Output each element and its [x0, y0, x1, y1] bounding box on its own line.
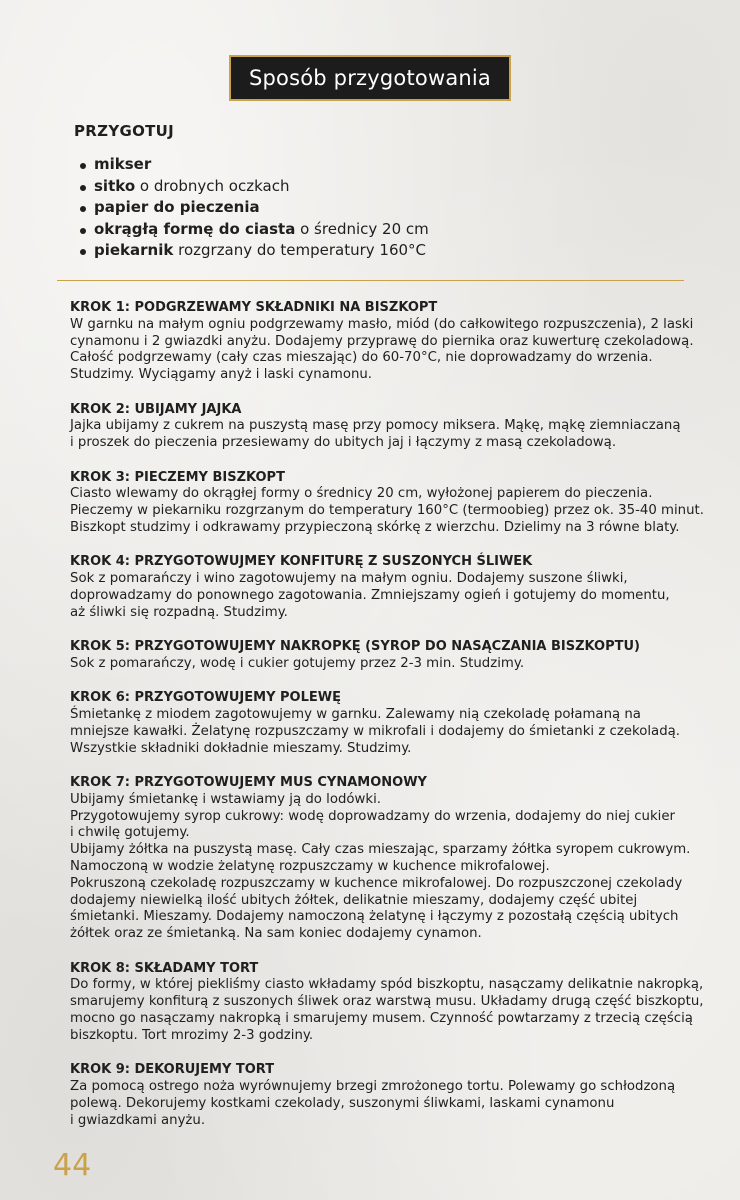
step-text-line: Ubijamy śmietankę i wstawiamy ją do lodówki.	[70, 791, 382, 807]
step-8	[70, 961, 710, 1045]
step-text-line: Jajka ubijamy z cukrem na puszystą masę przy pomocy miksera. Mąkę, mąkę ziemniaczaną	[70, 418, 681, 434]
step-3	[70, 470, 710, 537]
prepare-list	[78, 154, 429, 262]
step-9	[70, 1062, 710, 1129]
step-5	[70, 639, 710, 673]
prepare-item	[78, 240, 429, 262]
step-text-line: aż śliwki się rozpadną. Studzimy.	[70, 604, 288, 620]
step-title: KROK 6: PRZYGOTOWUJEMY POLEWĘ	[70, 690, 341, 706]
step-title: KROK 1: PODGRZEWAMY SKŁADNIKI NA BISZKOPT	[70, 300, 438, 315]
step-text-line: Ciasto wlewamy do okrągłej formy o średnicy 20 cm, wyłożonej papierem do pieczenia.	[70, 486, 653, 502]
step-text-line: doprowadzamy do ponownego zagotowania. Zmniejszamy ogień i gotujemy do momentu,	[70, 587, 670, 603]
step-text-line: Sok z pomarańczy, wodę i cukier gotujemy przez 2-3 min. Studzimy.	[70, 655, 525, 671]
step-text-line: Namoczoną w wodzie żelatynę rozpuszczamy w kuchence mikrofalowej.	[70, 859, 550, 875]
step-title: KROK 7: PRZYGOTOWUJEMY MUS CYNAMONOWY	[70, 775, 427, 791]
step-text-line: cynamonu i 2 gwiazdki anyżu. Dodajemy przyprawę do piernika oraz kuwerturę czekoladową.	[70, 333, 694, 349]
step-text-line: Pokruszoną czekoladę rozpuszczamy w kuchence mikrofalowej. Do rozpuszczonej czekolady	[70, 875, 683, 891]
divider-line	[57, 280, 684, 281]
step-2	[70, 402, 710, 452]
prepare-item-detail: rozgrzany do temperatury 160°C	[173, 241, 427, 260]
step-1	[70, 300, 710, 384]
step-text-line: polewą. Dekorujemy kostkami czekolady, suszonymi śliwkami, laskami cynamonu	[70, 1095, 615, 1111]
prepare-item	[78, 176, 429, 198]
step-title: KROK 9: DEKORUJEMY TORT	[70, 1062, 275, 1078]
prepare-item-detail: o drobnych oczkach	[135, 176, 290, 195]
prepare-item-name: sitko	[94, 176, 136, 195]
prepare-item-detail: o średnicy 20 cm	[295, 219, 429, 238]
step-text-line: Studzimy. Wyciągamy anyż i laski cynamonu.	[70, 367, 373, 383]
step-text-line: i proszek do pieczenia przesiewamy do ubitych jaj i łączymy z masą czekoladową.	[70, 435, 617, 451]
step-title: KROK 2: UBIJAMY JAJKA	[70, 401, 242, 417]
step-text-line: śmietanki. Mieszamy. Dodajemy namoczoną żelatynę i łączymy z pozostałą częścią ubitych	[70, 909, 679, 925]
step-6	[70, 690, 710, 757]
step-text-line: żółtek oraz ze śmietanką. Na sam koniec dodajemy cynamon.	[70, 926, 482, 942]
step-text-line: Za pomocą ostrego noża wyrównujemy brzegi zmrożonego tortu. Polewamy go schłodzoną	[70, 1079, 676, 1095]
prepare-item	[78, 219, 429, 241]
section-title-box	[229, 55, 511, 101]
step-text-line: Całość podgrzewamy (cały czas mieszając) do 60-70°C, nie doprowadzamy do wrzenia.	[70, 350, 653, 366]
steps-list	[70, 300, 710, 1147]
step-text-line: W garnku na małym ogniu podgrzewamy masło, miód (do całkowitego rozpuszczenia), 2 laski	[70, 316, 694, 332]
prepare-item-name: okrągłą formę do ciasta	[94, 219, 296, 238]
step-title: KROK 5: PRZYGOTOWUJEMY NAKROPKĘ (SYROP DO NASĄCZANIA BISZKOPTU)	[70, 639, 640, 655]
prepare-item-name: piekarnik	[94, 241, 174, 260]
step-text-line: Śmietankę z miodem zagotowujemy w garnku. Zalewamy nią czekoladę połamaną na	[70, 707, 641, 723]
prepare-item-name: mikser	[94, 155, 152, 173]
prepare-item-name: papier do pieczenia	[94, 198, 260, 217]
step-text-line: Wszystkie składniki dokładnie mieszamy. Studzimy.	[70, 740, 412, 756]
prepare-item	[78, 197, 429, 219]
step-text-line: Pieczemy w piekarniku rozgrzanym do temperatury 160°C (termoobieg) przez ok. 35-40 minut.	[70, 503, 704, 519]
step-text-line: smarujemy konfiturą z suszonych śliwek oraz warstwą musu. Układamy drugą część biszkoptu,	[70, 994, 704, 1010]
step-text-line: mniejsze kawałki. Żelatynę rozpuszczamy w mikrofali i dodajemy do śmietanki z czekoladą.	[70, 723, 681, 739]
step-text-line: i gwiazdkami anyżu.	[70, 1112, 206, 1128]
section-title: Sposób przygotowania	[248, 66, 492, 90]
step-text-line: biszkoptu. Tort mrozimy 2-3 godziny.	[70, 1027, 314, 1043]
step-text-line: Do formy, w której piekliśmy ciasto wkładamy spód biszkoptu, nasączamy delikatnie nakropką,	[70, 977, 704, 993]
step-4	[70, 554, 710, 621]
step-title: KROK 8: SKŁADAMY TORT	[70, 960, 259, 976]
step-title: KROK 4: PRZYGOTOWUJMEY KONFITURĘ Z SUSZONYCH ŚLIWEK	[70, 554, 533, 570]
step-text-line: mocno go nasączamy nakropką i smarujemy musem. Czynność powtarzamy z trzecią częścią	[70, 1011, 693, 1027]
step-text-line: Sok z pomarańczy i wino zagotowujemy na małym ogniu. Dodajemy suszone śliwki,	[70, 571, 628, 587]
prepare-item	[78, 154, 429, 176]
page-number: 44	[53, 1148, 92, 1183]
step-title: KROK 3: PIECZEMY BISZKOPT	[70, 469, 285, 485]
step-text-line: dodajemy niewielką ilość ubitych żółtek, delikatnie mieszamy, dodajemy część ubitej	[70, 892, 638, 908]
step-7	[70, 775, 710, 943]
step-text-line: Biszkopt studzimy i odkrawamy przypieczoną skórkę z wierzchu. Dzielimy na 3 równe blaty.	[70, 519, 680, 535]
step-text-line: Ubijamy żółtka na puszystą masę. Cały czas mieszając, sparzamy żółtka syropem cukrowym.	[70, 842, 691, 858]
step-text-line: Przygotowujemy syrop cukrowy: wodę doprowadzamy do wrzenia, dodajemy do niej cukier	[70, 808, 676, 824]
step-text-line: i chwilę gotujemy.	[70, 825, 190, 841]
prepare-heading: PRZYGOTUJ	[74, 122, 175, 140]
